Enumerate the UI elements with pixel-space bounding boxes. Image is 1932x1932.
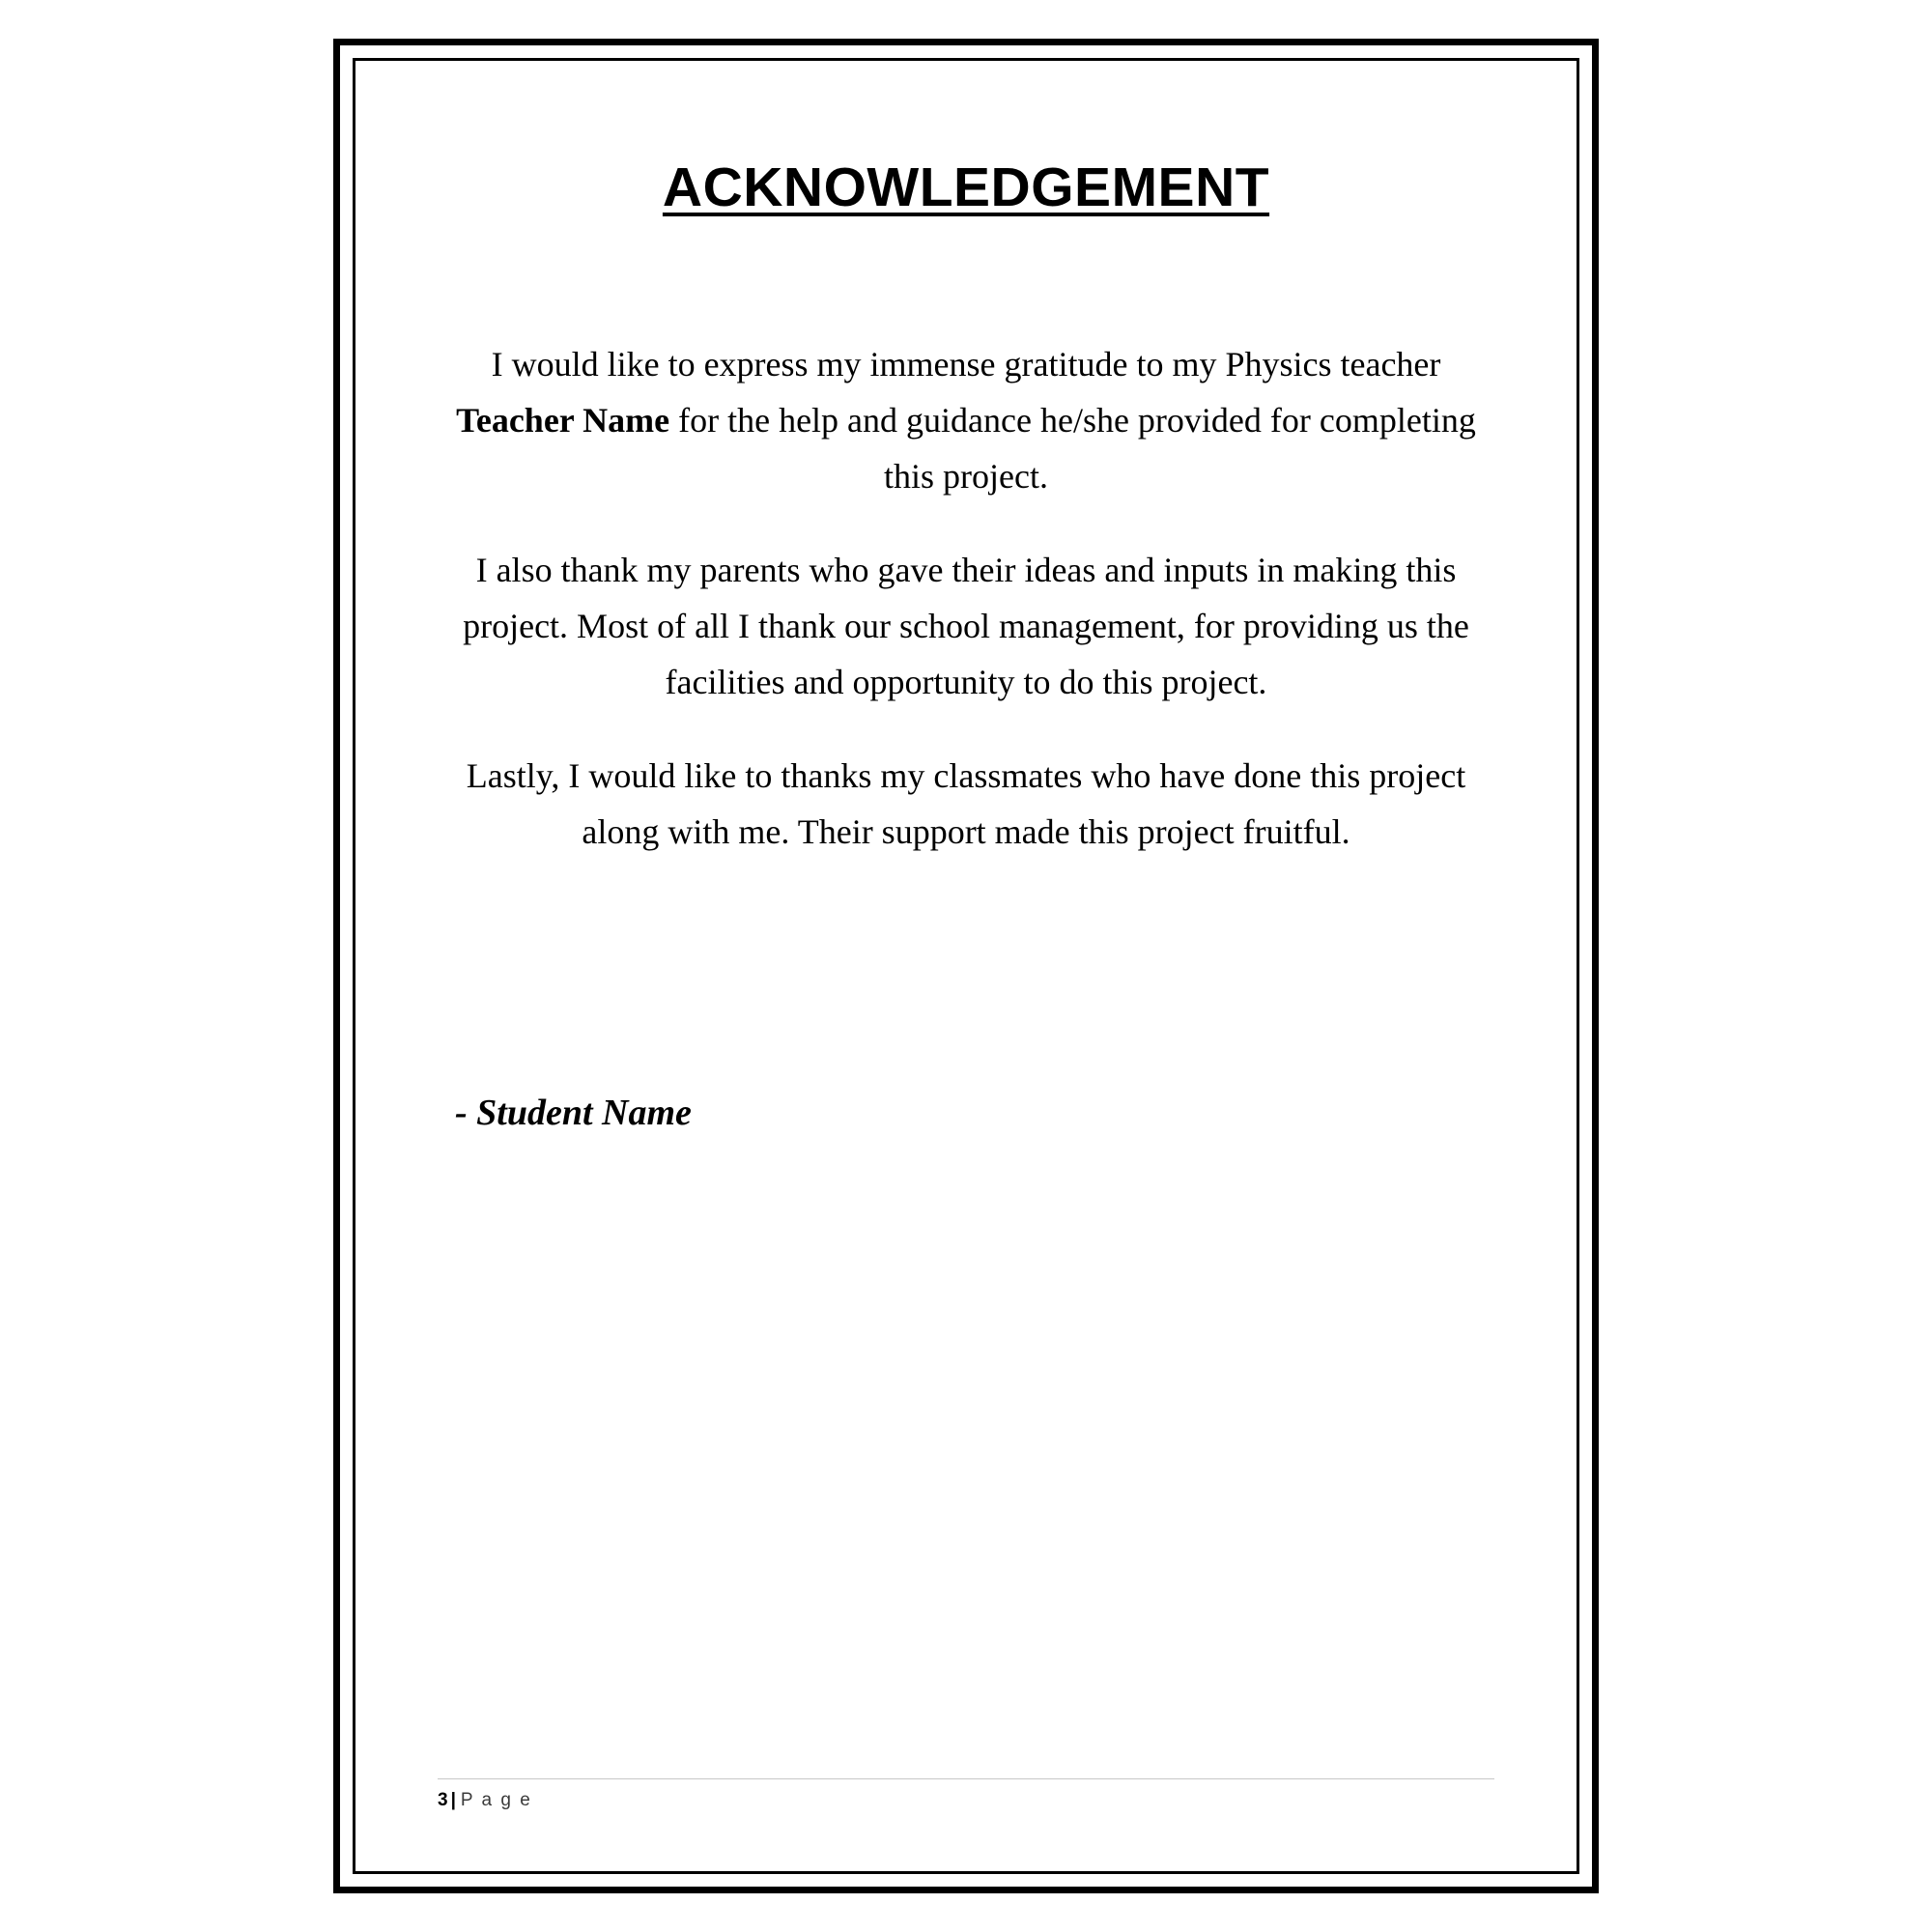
acknowledgement-body <box>438 336 1494 861</box>
footer-page-number: 3 <box>438 1790 448 1810</box>
paragraph-3 <box>438 748 1494 861</box>
paragraph-2 <box>438 542 1494 711</box>
teacher-name: Teacher Name <box>456 401 670 440</box>
paragraph-1-tail: for the help and guidance he/she provided for completing this project. <box>669 401 1476 497</box>
paragraph-2-text: I also thank my parents who gave their ideas and inputs in making this project. Most of all I thank our school management, for providing us the facilities and opportunity to do this project. <box>463 550 1469 702</box>
paragraph-1-lead: I would like to express my immense gratitude to my Physics teacher <box>491 344 1441 384</box>
footer-page-label <box>438 1790 1494 1811</box>
footer-page-word: P a g e <box>460 1790 532 1810</box>
page-border-inner <box>353 58 1579 1874</box>
paragraph-1 <box>438 336 1494 505</box>
signature-line: - Student Name <box>455 1093 692 1134</box>
page-title-text: ACKNOWLEDGEMENT <box>662 156 1270 218</box>
footer-separator: | <box>450 1790 458 1810</box>
page-content <box>355 61 1577 1871</box>
page-border-outer <box>333 39 1599 1893</box>
footer-divider <box>438 1778 1494 1779</box>
page-title <box>438 157 1494 222</box>
page-footer <box>438 1778 1494 1811</box>
paragraph-3-text: Lastly, I would like to thanks my classmates who have done this project along with me. Their support made this project fruitful. <box>466 755 1466 851</box>
